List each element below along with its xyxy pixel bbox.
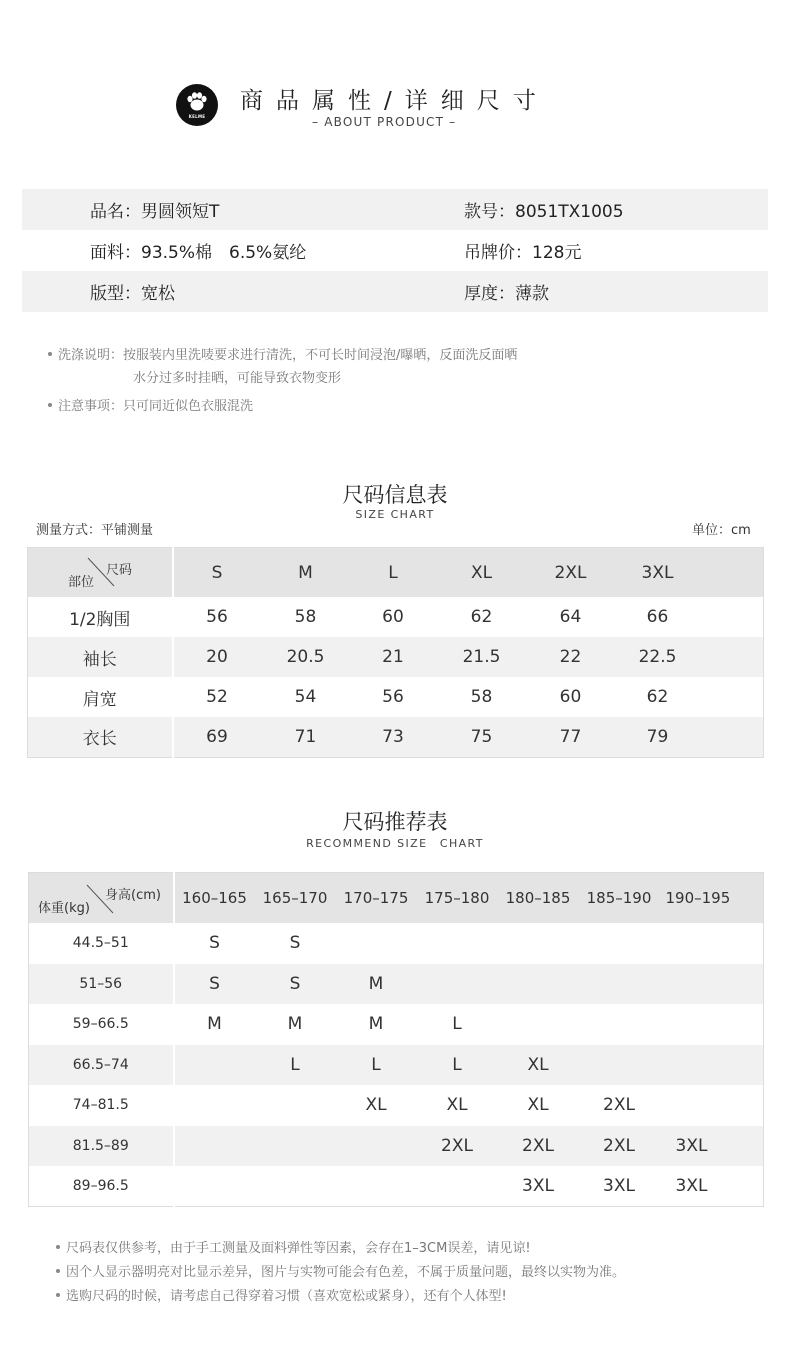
bullet-icon bbox=[48, 352, 52, 356]
table-cell: 3XL bbox=[603, 1176, 635, 1196]
table-cell: 60 bbox=[382, 607, 404, 627]
table-cell: 21.5 bbox=[436, 637, 528, 677]
height-header: 190–195 bbox=[660, 873, 764, 924]
bullet-icon bbox=[48, 403, 52, 407]
care-notes bbox=[48, 344, 517, 418]
table-cell: 21 bbox=[351, 637, 436, 677]
recommend-chart-table bbox=[28, 872, 764, 1207]
size-header: S bbox=[173, 548, 261, 598]
wash-note-continued bbox=[48, 367, 517, 390]
table-cell: 58 bbox=[470, 687, 493, 707]
table-cell: 2XL bbox=[498, 1126, 579, 1167]
table-row bbox=[28, 717, 764, 757]
table-row bbox=[29, 1126, 764, 1167]
table-cell: M bbox=[336, 964, 417, 1005]
product-thickness: 厚度：薄款 bbox=[464, 284, 549, 304]
table-row bbox=[28, 637, 764, 677]
size-header: 3XL bbox=[614, 548, 702, 598]
height-header: 175–180 bbox=[417, 873, 498, 924]
table-cell: L bbox=[452, 1014, 462, 1035]
table-cell bbox=[255, 1166, 336, 1207]
size-chart-table bbox=[27, 547, 764, 758]
table-cell bbox=[498, 923, 579, 964]
table-cell bbox=[174, 1045, 255, 1086]
weight-label: 59–66.5 bbox=[29, 1004, 174, 1045]
page-subtitle: – ABOUT PRODUCT – bbox=[312, 115, 457, 129]
product-attributes bbox=[22, 189, 768, 312]
table-cell bbox=[417, 1166, 498, 1207]
table-cell: 56 bbox=[206, 607, 228, 627]
table-row bbox=[28, 677, 764, 717]
table-cell: XL bbox=[527, 1095, 549, 1116]
table-cell bbox=[579, 923, 660, 964]
table-cell: XL bbox=[446, 1095, 468, 1116]
table-cell: L bbox=[417, 1045, 498, 1086]
page-title: 商品属性/详细尺寸 bbox=[240, 88, 549, 114]
table-cell: XL bbox=[498, 1045, 579, 1086]
wash-note bbox=[48, 344, 517, 367]
part-label: 1/2胸围 bbox=[28, 597, 173, 637]
table-cell: 58 bbox=[294, 607, 317, 627]
table-cell bbox=[417, 923, 498, 964]
table-cell: 2XL bbox=[417, 1126, 498, 1167]
height-header: 160–165 bbox=[174, 873, 255, 924]
table-cell: 75 bbox=[436, 717, 528, 757]
table-cell: S bbox=[174, 964, 255, 1005]
table-cell: 77 bbox=[528, 717, 614, 757]
recommend-chart-subtitle: RECOMMEND SIZE CHART bbox=[306, 837, 484, 850]
bullet-icon bbox=[56, 1269, 60, 1273]
table-cell: 20 bbox=[173, 637, 261, 677]
part-label: 衣长 bbox=[28, 717, 173, 757]
table-cell: 60 bbox=[559, 687, 582, 707]
table-row bbox=[29, 1085, 764, 1126]
measure-method: 测量方式：平铺测量 bbox=[36, 523, 154, 538]
table-cell: S bbox=[209, 933, 220, 954]
table-cell bbox=[660, 964, 764, 1005]
table-cell: 3XL bbox=[522, 1176, 554, 1196]
table-cell: 73 bbox=[351, 717, 436, 757]
part-label: 肩宽 bbox=[28, 677, 173, 717]
table-cell: 52 bbox=[206, 687, 228, 707]
table-cell bbox=[579, 964, 660, 1005]
table-cell bbox=[255, 1085, 336, 1126]
unit-label: 单位：cm bbox=[692, 523, 751, 538]
table-cell: 2XL bbox=[579, 1126, 660, 1167]
weight-label: 66.5–74 bbox=[29, 1045, 174, 1086]
table-cell: M bbox=[207, 1014, 222, 1035]
footer-note bbox=[56, 1237, 625, 1261]
size-chart-subtitle: SIZE CHART bbox=[355, 508, 435, 521]
table-row bbox=[29, 964, 764, 1005]
table-cell bbox=[498, 1004, 579, 1045]
table-cell: M bbox=[368, 1014, 384, 1035]
table-cell bbox=[498, 964, 579, 1005]
table-cell: 3XL bbox=[660, 1126, 764, 1167]
corner-part-label: 部位 bbox=[68, 575, 95, 590]
table-cell: L bbox=[255, 1045, 336, 1086]
table-cell: S bbox=[289, 933, 301, 954]
product-tag-price: 吊牌价：128元 bbox=[464, 243, 582, 263]
attribute-row bbox=[22, 271, 768, 312]
table-cell bbox=[579, 1004, 660, 1045]
table-cell bbox=[336, 1166, 417, 1207]
footer-note-text: 选购尺码的时候，请考虑自己得穿着习惯（喜欢宽松或紧身），还有个人体型! bbox=[66, 1289, 507, 1304]
table-cell: 62 bbox=[646, 687, 669, 707]
table-cell bbox=[660, 1085, 764, 1126]
header bbox=[0, 78, 790, 138]
table-cell bbox=[417, 964, 498, 1005]
wash-text: 按服装内里洗唛要求进行清洗，不可长时间浸泡/曝晒，反面洗反面晒 bbox=[123, 348, 518, 363]
table-cell: 54 bbox=[294, 687, 317, 707]
weight-label: 81.5–89 bbox=[29, 1126, 174, 1167]
size-header: M bbox=[261, 548, 351, 598]
table-row bbox=[28, 597, 764, 637]
weight-label: 44.5–51 bbox=[29, 923, 174, 964]
table-cell bbox=[579, 1045, 660, 1086]
footer-note bbox=[56, 1261, 625, 1285]
recommend-chart-corner bbox=[29, 873, 174, 924]
table-cell bbox=[660, 923, 764, 964]
size-chart-corner bbox=[28, 548, 173, 598]
weight-label: 89–96.5 bbox=[29, 1166, 174, 1207]
attention-note bbox=[48, 395, 517, 418]
height-header: 165–170 bbox=[255, 873, 336, 924]
footer-note-text: 因个人显示器明亮对比显示差异，图片与实物可能会有色差，不属于质量问题，最终以实物为准。 bbox=[66, 1265, 626, 1280]
table-cell: 22 bbox=[528, 637, 614, 677]
attribute-row bbox=[22, 230, 768, 271]
table-cell bbox=[336, 923, 417, 964]
height-header: 185–190 bbox=[579, 873, 660, 924]
size-header-row bbox=[28, 548, 764, 598]
size-chart-title: 尺码信息表 bbox=[342, 483, 448, 507]
product-fit: 版型：宽松 bbox=[90, 284, 175, 304]
table-cell: 66 bbox=[646, 607, 669, 627]
table-row bbox=[29, 1045, 764, 1086]
footer-notes bbox=[56, 1237, 625, 1309]
attention-text: 只可同近似色衣服混洗 bbox=[123, 399, 254, 414]
wash-label: 洗涤说明： bbox=[58, 348, 124, 363]
table-cell bbox=[255, 1126, 336, 1167]
weight-label: 74–81.5 bbox=[29, 1085, 174, 1126]
table-cell: 71 bbox=[261, 717, 351, 757]
height-header-row bbox=[29, 873, 764, 924]
table-cell bbox=[174, 1126, 255, 1167]
weight-label: 51–56 bbox=[29, 964, 174, 1005]
corner-weight-label: 体重(kg) bbox=[38, 901, 90, 916]
size-header: L bbox=[351, 548, 436, 598]
table-cell: 22.5 bbox=[614, 637, 702, 677]
height-header: 170–175 bbox=[336, 873, 417, 924]
table-cell: XL bbox=[365, 1095, 387, 1116]
part-label: 袖长 bbox=[28, 637, 173, 677]
product-fabric: 面料：93.5%棉 6.5%氨纶 bbox=[90, 243, 307, 263]
wash-text-continued: 水分过多时挂晒，可能导致衣物变形 bbox=[133, 371, 342, 386]
product-name: 品名：男圆领短T bbox=[90, 202, 220, 222]
table-cell bbox=[174, 1166, 255, 1207]
brand-name: KELME bbox=[188, 114, 206, 119]
recommend-chart-title: 尺码推荐表 bbox=[342, 810, 448, 834]
table-row bbox=[29, 923, 764, 964]
table-cell bbox=[174, 1085, 255, 1126]
corner-height-label: 身高(cm) bbox=[105, 888, 161, 903]
footer-note-text: 尺码表仅供参考，由于手工测量及面料弹性等因素，会存在1–3CM误差，请见谅! bbox=[66, 1241, 531, 1256]
table-cell: 79 bbox=[614, 717, 702, 757]
table-cell: 69 bbox=[173, 717, 261, 757]
height-header: 180–185 bbox=[498, 873, 579, 924]
table-cell: M bbox=[287, 1014, 303, 1035]
table-cell: 62 bbox=[470, 607, 493, 627]
table-cell: 20.5 bbox=[261, 637, 351, 677]
footer-note bbox=[56, 1285, 625, 1309]
attention-label: 注意事项： bbox=[58, 399, 124, 414]
product-style-number: 款号：8051TX1005 bbox=[464, 202, 624, 222]
table-cell: 64 bbox=[559, 607, 582, 627]
table-cell: S bbox=[255, 964, 336, 1005]
table-cell: 56 bbox=[382, 687, 404, 707]
table-cell bbox=[660, 1004, 764, 1045]
table-cell: L bbox=[336, 1045, 417, 1086]
bullet-icon bbox=[56, 1293, 60, 1297]
table-cell: 2XL bbox=[603, 1095, 635, 1116]
table-cell bbox=[336, 1126, 417, 1167]
attribute-row bbox=[22, 189, 768, 230]
corner-size-label: 尺码 bbox=[106, 563, 133, 578]
table-row bbox=[29, 1004, 764, 1045]
table-cell bbox=[660, 1045, 764, 1086]
size-header: XL bbox=[436, 548, 528, 598]
table-cell: 3XL bbox=[675, 1176, 708, 1196]
brand-logo bbox=[176, 84, 218, 126]
paw-icon bbox=[176, 84, 218, 126]
size-header: 2XL bbox=[528, 548, 614, 598]
bullet-icon bbox=[56, 1245, 60, 1249]
table-row bbox=[29, 1166, 764, 1207]
